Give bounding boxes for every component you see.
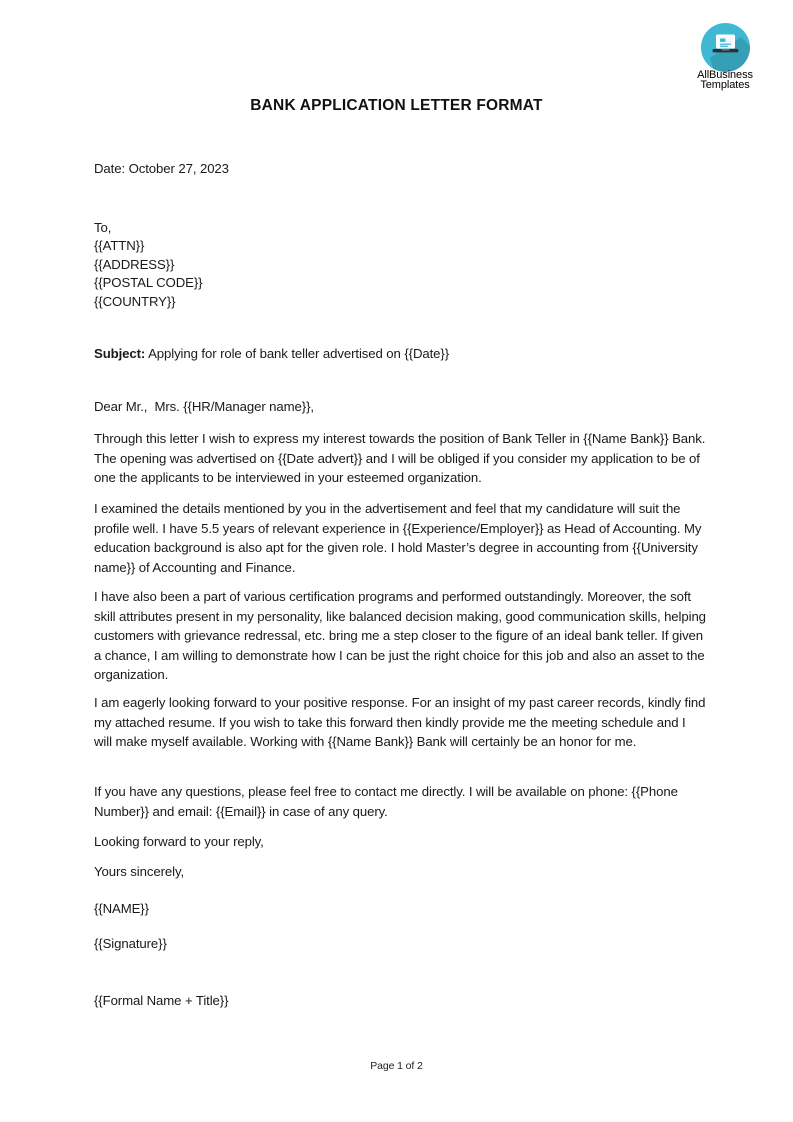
subject-line bbox=[94, 344, 706, 364]
subject-text: Applying for role of bank teller advertised on {{Date}} bbox=[145, 346, 450, 361]
date-line: Date: October 27, 2023 bbox=[94, 161, 229, 176]
brand-name-line2: Templates bbox=[700, 78, 750, 91]
salutation: Dear Mr., Mrs. {{HR/Manager name}}, bbox=[94, 399, 314, 414]
page-footer bbox=[0, 1060, 793, 1072]
brand-logo bbox=[687, 23, 763, 91]
body-paragraph-4: I am eagerly looking forward to your positive response. For an insight of my past career records, kindly find my attached resume. If you wish to take this forward then kindly provide me the meeting schedule and I will make myself available. Working with {{Name Bank}} Bank will certainly be an honor for me. bbox=[94, 695, 706, 750]
formal-name-title-placeholder: {{Formal Name + Title}} bbox=[94, 993, 229, 1008]
page-title: BANK APPLICATION LETTER FORMAT bbox=[250, 97, 543, 114]
closing-line: Looking forward to your reply, bbox=[94, 834, 264, 849]
signer-name-placeholder: {{NAME}} bbox=[94, 901, 149, 916]
recipient-line-address: {{ADDRESS}} bbox=[94, 256, 175, 272]
valediction: Yours sincerely, bbox=[94, 864, 185, 879]
subject-label: Subject: bbox=[94, 346, 146, 361]
recipient-block bbox=[94, 219, 706, 311]
recipient-line-country: {{COUNTRY}} bbox=[94, 293, 176, 309]
body-paragraph-1: Through this letter I wish to express my interest towards the position of Bank Teller in {{Name Bank}} Bank. The opening was advertised on {{Date advert}} and I will be obliged if you consider my application to be of one the applicants to be interviewed in your esteemed organization. bbox=[94, 431, 706, 486]
signature-placeholder: {{Signature}} bbox=[94, 936, 167, 951]
body-paragraph-5: If you have any questions, please feel free to contact me directly. I will be available on phone: {{Phone Number}} and email: {{Email}} in case of any query. bbox=[94, 784, 678, 819]
recipient-line-postal-code: {{POSTAL CODE}} bbox=[94, 275, 203, 291]
recipient-line-attn: {{ATTN}} bbox=[94, 238, 145, 254]
recipient-line-to: To, bbox=[94, 220, 112, 235]
brand-name-line1: AllBusiness bbox=[697, 69, 753, 81]
laptop-icon bbox=[701, 23, 750, 72]
body-paragraph-2: I examined the details mentioned by you in the advertisement and feel that my candidature will suit the profile well. I have 5.5 years of relevant experience in {{Experience/Employer}} as Head of Accounting. My education background is also apt for the given role. I hold Master’s degree in accounting from {{University name}} of Accounting and Finance. bbox=[94, 501, 702, 575]
page-indicator: Page 1 of 2 bbox=[370, 1060, 423, 1072]
body-paragraph-3: I have also been a part of various certification programs and performed outstandingly. Moreover, the soft skill attributes present in my personality, like balanced decision making, good communication skills, helping customers with grievance redressal, etc. bring me a step closer to the figure of an ideal bank teller. If given a chance, I am willing to demonstrate how I can be just the right choice for this job and also an asset to the organization. bbox=[94, 589, 706, 683]
